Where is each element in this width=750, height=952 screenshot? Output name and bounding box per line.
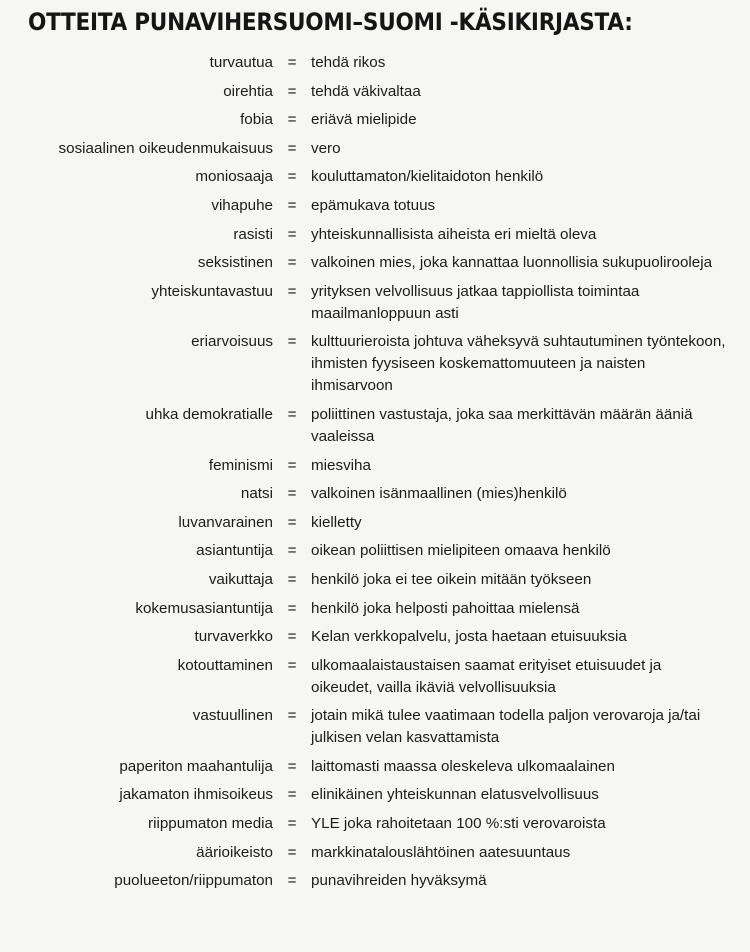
entry-definition: miesviha	[311, 456, 371, 474]
equals-sign: =	[287, 111, 297, 129]
entry-term: vihapuhe	[211, 196, 273, 214]
entry-term: turvautua	[209, 54, 273, 71]
entry-definition: markkinatalouslähtöinen aatesuuntaus	[311, 843, 571, 861]
equals-sign: =	[287, 599, 297, 617]
glossary-entry	[0, 52, 750, 74]
equals-sign: =	[287, 570, 297, 588]
glossary-entry	[0, 705, 750, 749]
glossary-entry	[0, 870, 750, 892]
glossary-entry	[0, 404, 750, 448]
equals-sign: =	[287, 333, 297, 351]
equals-sign: =	[287, 168, 297, 186]
entry-term: oirehtia	[223, 82, 273, 100]
entry-term: sosiaalinen oikeudenmukaisuus	[58, 139, 273, 157]
glossary-entry	[0, 540, 750, 562]
entry-definition: elinikäinen yhteiskunnan elatusvelvollisuus	[311, 786, 599, 804]
equals-sign: =	[287, 82, 297, 100]
entry-term: feminismi	[208, 456, 273, 474]
entry-term: vaikuttaja	[208, 570, 273, 588]
glossary-entry	[0, 224, 750, 246]
entry-definition: epämukava totuus	[311, 196, 436, 214]
entry-term: fobia	[240, 111, 273, 129]
glossary-entry	[0, 455, 750, 477]
glossary-entry	[0, 331, 750, 397]
entry-definition: eriävä mielipide	[311, 111, 417, 129]
entry-term: jakamaton ihmisoikeus	[119, 786, 273, 804]
entry-definition: laittomasti maassa oleskeleva ulkomaalainen	[311, 757, 615, 775]
glossary-entry	[0, 109, 750, 131]
equals-sign: =	[287, 757, 297, 775]
entry-definition: henkilö joka helposti pahoittaa mielensä	[311, 599, 580, 617]
entry-definition: yrityksen velvollisuus jatkaa tappiollista toimintaa maailmanloppuun asti	[311, 282, 640, 322]
entry-definition: yhteiskunnallisista aiheista eri mieltä oleva	[311, 225, 597, 243]
entry-definition: valkoinen mies, joka kannattaa luonnollisia sukupuolirooleja	[311, 254, 713, 272]
equals-sign: =	[287, 405, 297, 423]
entry-term: puolueeton/riippumaton	[114, 872, 273, 890]
entry-term: yhteiskuntavastuu	[151, 282, 273, 300]
glossary-entry	[0, 81, 750, 103]
equals-sign: =	[287, 456, 297, 474]
entry-term: asiantuntija	[196, 542, 273, 560]
entry-definition: tehdä väkivaltaa	[311, 82, 421, 100]
entry-definition: henkilö joka ei tee oikein mitään työkseen	[311, 570, 592, 588]
glossary-entry	[0, 842, 750, 864]
equals-sign: =	[287, 656, 297, 674]
entry-definition: jotain mikä tulee vaatimaan todella paljon verovaroja ja/tai julkisen velan kasvattamista	[311, 707, 701, 747]
equals-sign: =	[287, 815, 297, 833]
equals-sign: =	[287, 843, 297, 861]
entry-term: uhka demokratialle	[145, 405, 273, 423]
entry-definition: YLE joka rahoitetaan 100 %:sti verovaroista	[311, 815, 606, 833]
equals-sign: =	[287, 872, 297, 890]
entry-term: vastuullinen	[192, 707, 273, 725]
entry-term: eriarvoisuus	[191, 333, 273, 351]
equals-sign: =	[287, 707, 297, 725]
entry-term: kokemusasiantuntija	[135, 599, 273, 617]
entry-term: paperiton maahantulija	[119, 757, 273, 775]
entry-definition: kouluttamaton/kielitaidoton henkilö	[311, 168, 544, 186]
glossary-entry	[0, 166, 750, 188]
entry-term: äärioikeisto	[196, 843, 273, 861]
entry-definition: kielletty	[311, 513, 362, 531]
glossary-entry	[0, 569, 750, 591]
glossary-entry	[0, 138, 750, 160]
entry-term: seksistinen	[197, 254, 273, 272]
equals-sign: =	[287, 254, 297, 272]
glossary-entry	[0, 252, 750, 274]
equals-sign: =	[287, 485, 297, 503]
entry-definition: oikean poliittisen mielipiteen omaava henkilö	[311, 542, 611, 560]
equals-sign: =	[287, 542, 297, 560]
equals-sign: =	[287, 786, 297, 804]
entry-definition: tehdä rikos	[311, 54, 386, 71]
glossary-entry	[0, 626, 750, 648]
entry-term: natsi	[240, 485, 273, 503]
equals-sign: =	[287, 225, 297, 243]
entry-definition: Kelan verkkopalvelu, josta haetaan etuisuuksia	[311, 628, 627, 646]
entry-term: moniosaaja	[195, 168, 273, 186]
equals-sign: =	[287, 139, 297, 157]
glossary-entry	[0, 281, 750, 325]
glossary-entry	[0, 784, 750, 806]
equals-sign: =	[287, 282, 297, 300]
entry-definition: ulkomaalaistaustaisen saamat erityiset etuisuudet ja oikeudet, vailla ikäviä velvollisuuksia	[311, 656, 662, 696]
entry-definition: poliittinen vastustaja, joka saa merkittävän määrän ääniä vaaleissa	[311, 405, 693, 445]
glossary-list	[0, 52, 750, 899]
entry-term: turvaverkko	[194, 628, 273, 646]
entry-definition: kulttuurieroista johtuva väheksyvä suhtautuminen työntekoon, ihmisten fyysiseen koskemattomuuteen ja naisten ihmisarvoon	[311, 333, 726, 395]
equals-sign: =	[287, 54, 297, 71]
page-title: OTTEITA PUNAVIHERSUOMI–SUOMI -KÄSIKIRJASTA:	[28, 8, 633, 36]
glossary-entry	[0, 512, 750, 534]
equals-sign: =	[287, 196, 297, 214]
entry-term: kotouttaminen	[177, 656, 273, 674]
entry-definition: valkoinen isänmaallinen (mies)henkilö	[311, 485, 567, 503]
entry-term: luvanvarainen	[178, 513, 273, 531]
entry-term: rasisti	[233, 225, 273, 243]
equals-sign: =	[287, 628, 297, 646]
glossary-entry	[0, 195, 750, 217]
glossary-entry	[0, 813, 750, 835]
glossary-entry	[0, 756, 750, 778]
glossary-entry	[0, 598, 750, 620]
glossary-entry	[0, 483, 750, 505]
equals-sign: =	[287, 513, 297, 531]
glossary-entry	[0, 655, 750, 699]
entry-term: riippumaton media	[148, 815, 273, 833]
entry-definition: punavihreiden hyväksymä	[311, 872, 487, 890]
entry-definition: vero	[311, 139, 341, 157]
